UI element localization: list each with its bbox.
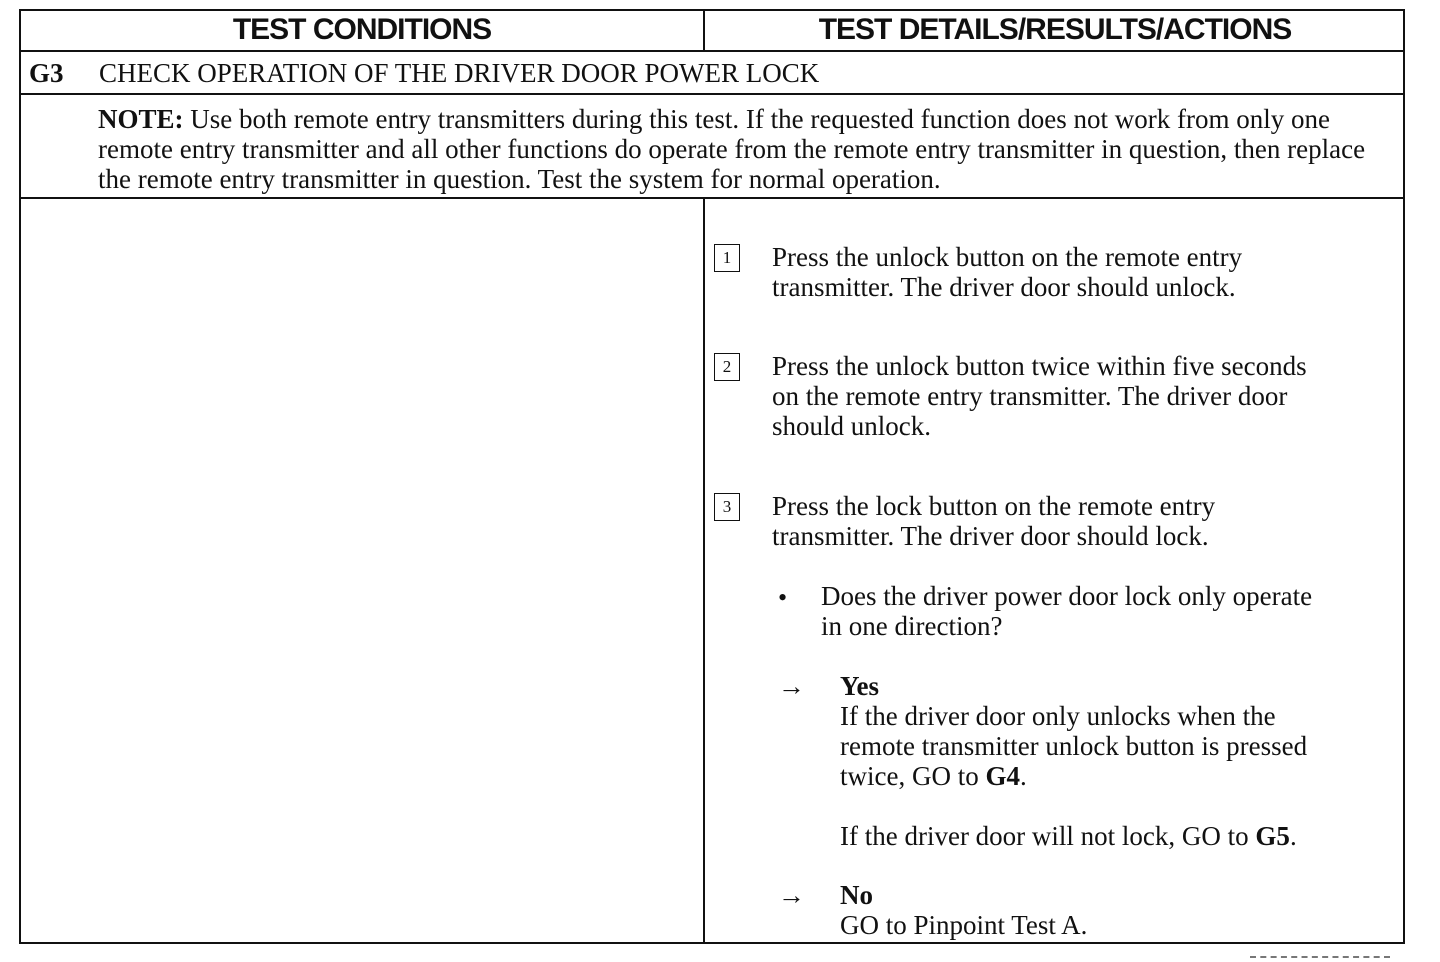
goto-step-ref: G5 xyxy=(1255,821,1290,851)
arrow-right-icon: → xyxy=(778,880,805,910)
footer-mark xyxy=(1250,956,1390,958)
yes-line: remote transmitter unlock button is pressed xyxy=(840,731,1308,761)
note-label: NOTE: xyxy=(98,104,184,134)
question-text xyxy=(821,581,1312,641)
header-test-details: TEST DETAILS/RESULTS/ACTIONS xyxy=(818,13,1292,46)
test-title: CHECK OPERATION OF THE DRIVER DOOR POWER LOCK xyxy=(99,58,820,88)
yes-line xyxy=(840,761,1307,791)
header-divider xyxy=(703,11,705,51)
bullet-icon: • xyxy=(778,583,788,612)
step-line: Press the unlock button twice within five seconds xyxy=(772,351,1307,381)
goto-step-ref: G4 xyxy=(985,761,1020,791)
test-table xyxy=(19,9,1405,944)
step-line: Press the unlock button on the remote entry xyxy=(772,242,1243,272)
yes-label: Yes xyxy=(840,671,879,701)
header-test-conditions: TEST CONDITIONS xyxy=(232,13,492,46)
yes-text: twice, GO to xyxy=(840,761,986,791)
no-text: GO to Pinpoint Test A. xyxy=(840,910,1088,940)
step-line: transmitter. The driver door should lock. xyxy=(772,521,1209,551)
arrow-right-icon: → xyxy=(778,671,805,701)
question-line: in one direction? xyxy=(821,611,1003,641)
step-line: on the remote entry transmitter. The driver door xyxy=(772,381,1288,411)
no-branch xyxy=(840,880,1087,940)
no-label: No xyxy=(840,880,873,910)
yes-text: . xyxy=(1019,761,1027,791)
spacer xyxy=(840,791,1307,821)
test-title-row xyxy=(29,58,819,89)
step-line: should unlock. xyxy=(772,411,931,441)
test-id: G3 xyxy=(29,58,64,88)
header-rule xyxy=(21,50,1403,52)
yes-line xyxy=(840,821,1307,851)
step-2-text xyxy=(772,351,1307,441)
yes-branch xyxy=(840,671,1307,851)
yes-text: . xyxy=(1289,821,1297,851)
question-line: Does the driver power door lock only operate xyxy=(821,581,1313,611)
step-line: transmitter. The driver door should unlock. xyxy=(772,272,1236,302)
step-number-box: 2 xyxy=(714,353,740,381)
step-3-text xyxy=(772,491,1215,551)
body-divider xyxy=(703,199,705,944)
step-line: Press the lock button on the remote entry xyxy=(772,491,1216,521)
title-rule xyxy=(21,93,1403,95)
note-block xyxy=(98,104,1388,194)
yes-line: If the driver door only unlocks when the xyxy=(840,701,1276,731)
yes-text: If the driver door will not lock, GO to xyxy=(840,821,1256,851)
note-rule xyxy=(21,197,1403,199)
step-number-box: 3 xyxy=(714,493,740,521)
step-1-text xyxy=(772,242,1242,302)
note-text: Use both remote entry transmitters during this test. If the requested function does not work from only one remote entry transmitter and all other functions do operate from the remote entry transmitter in question, then replace the remote entry transmitter in question. Test the system for normal operation. xyxy=(98,104,1366,194)
step-number-box: 1 xyxy=(714,244,740,272)
